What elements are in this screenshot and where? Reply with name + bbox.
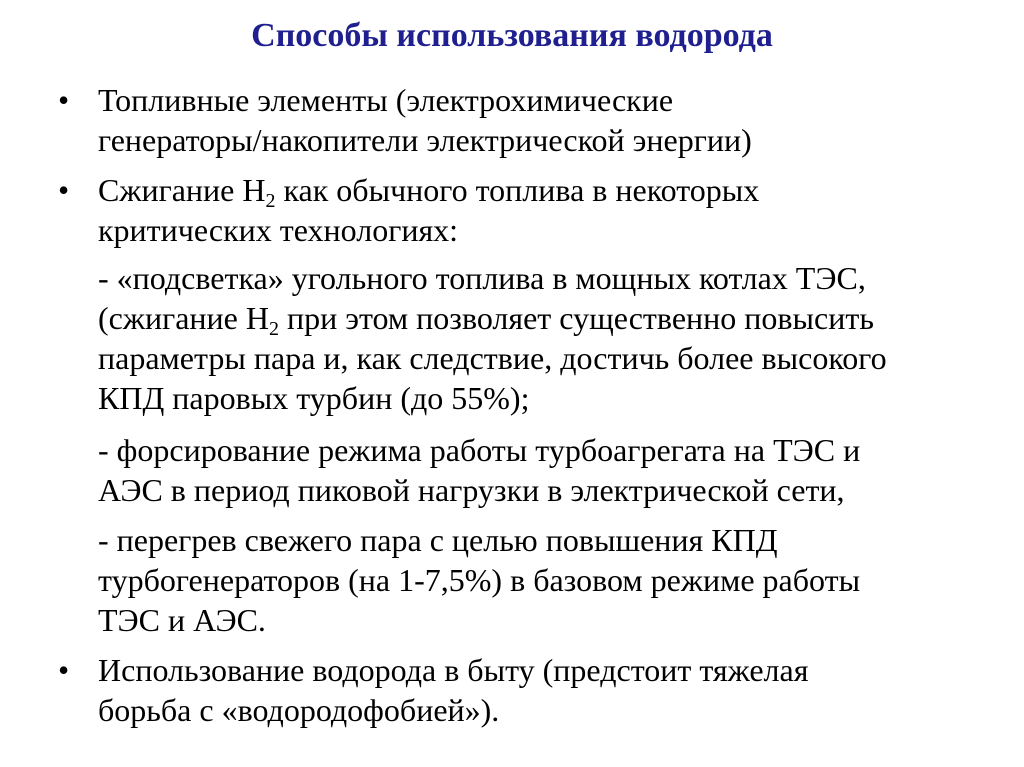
bullet-marker: • — [58, 652, 70, 688]
bullet-item-fuel-cells — [98, 80, 998, 160]
sub-item-peak-load — [98, 430, 998, 510]
text-line: борьба с «водородофобией»). — [98, 692, 500, 728]
text-line: - «подсветка» угольного топлива в мощных котлах ТЭС, — [98, 260, 866, 296]
sub-item-coal-firing — [98, 258, 998, 418]
text-line: Топливные элементы (электрохимические — [98, 82, 674, 118]
text-line: критических технологиях: — [98, 212, 459, 248]
text-fragment: как обычного топлива в некоторых — [275, 172, 760, 208]
sub-item-steam-superheat — [98, 520, 998, 640]
subscript: 2 — [265, 190, 276, 212]
text-line: КПД паровых турбин (до 55%); — [98, 380, 530, 416]
bullet-marker: • — [58, 82, 70, 118]
text-fragment: Сжигание H — [98, 172, 266, 208]
text-fragment: при этом позволяет существенно повысить — [278, 300, 874, 336]
bullet-item-household — [98, 650, 998, 730]
text-line — [98, 298, 998, 338]
subscript: 2 — [268, 318, 279, 340]
text-line: генераторы/накопители электрической энергии) — [98, 122, 752, 158]
text-line: АЭС в период пиковой нагрузки в электрической сети, — [98, 472, 845, 508]
text-line: - перегрев свежего пара с целью повышения КПД — [98, 522, 778, 558]
text-line: - форсирование режима работы турбоагрегата на ТЭС и — [98, 432, 861, 468]
slide-title: Способы использования водорода — [251, 17, 773, 54]
text-line: турбогенераторов (на 1-7,5%) в базовом режиме работы — [98, 562, 861, 598]
text-line: Использование водорода в быту (предстоит тяжелая — [98, 652, 809, 688]
bullet-marker: • — [58, 172, 70, 208]
text-fragment: (сжигание H — [98, 300, 269, 336]
text-line — [98, 170, 998, 210]
bullet-item-combustion — [98, 170, 998, 250]
text-line: ТЭС и АЭС. — [98, 602, 266, 638]
text-line: параметры пара и, как следствие, достичь более высокого — [98, 340, 887, 376]
